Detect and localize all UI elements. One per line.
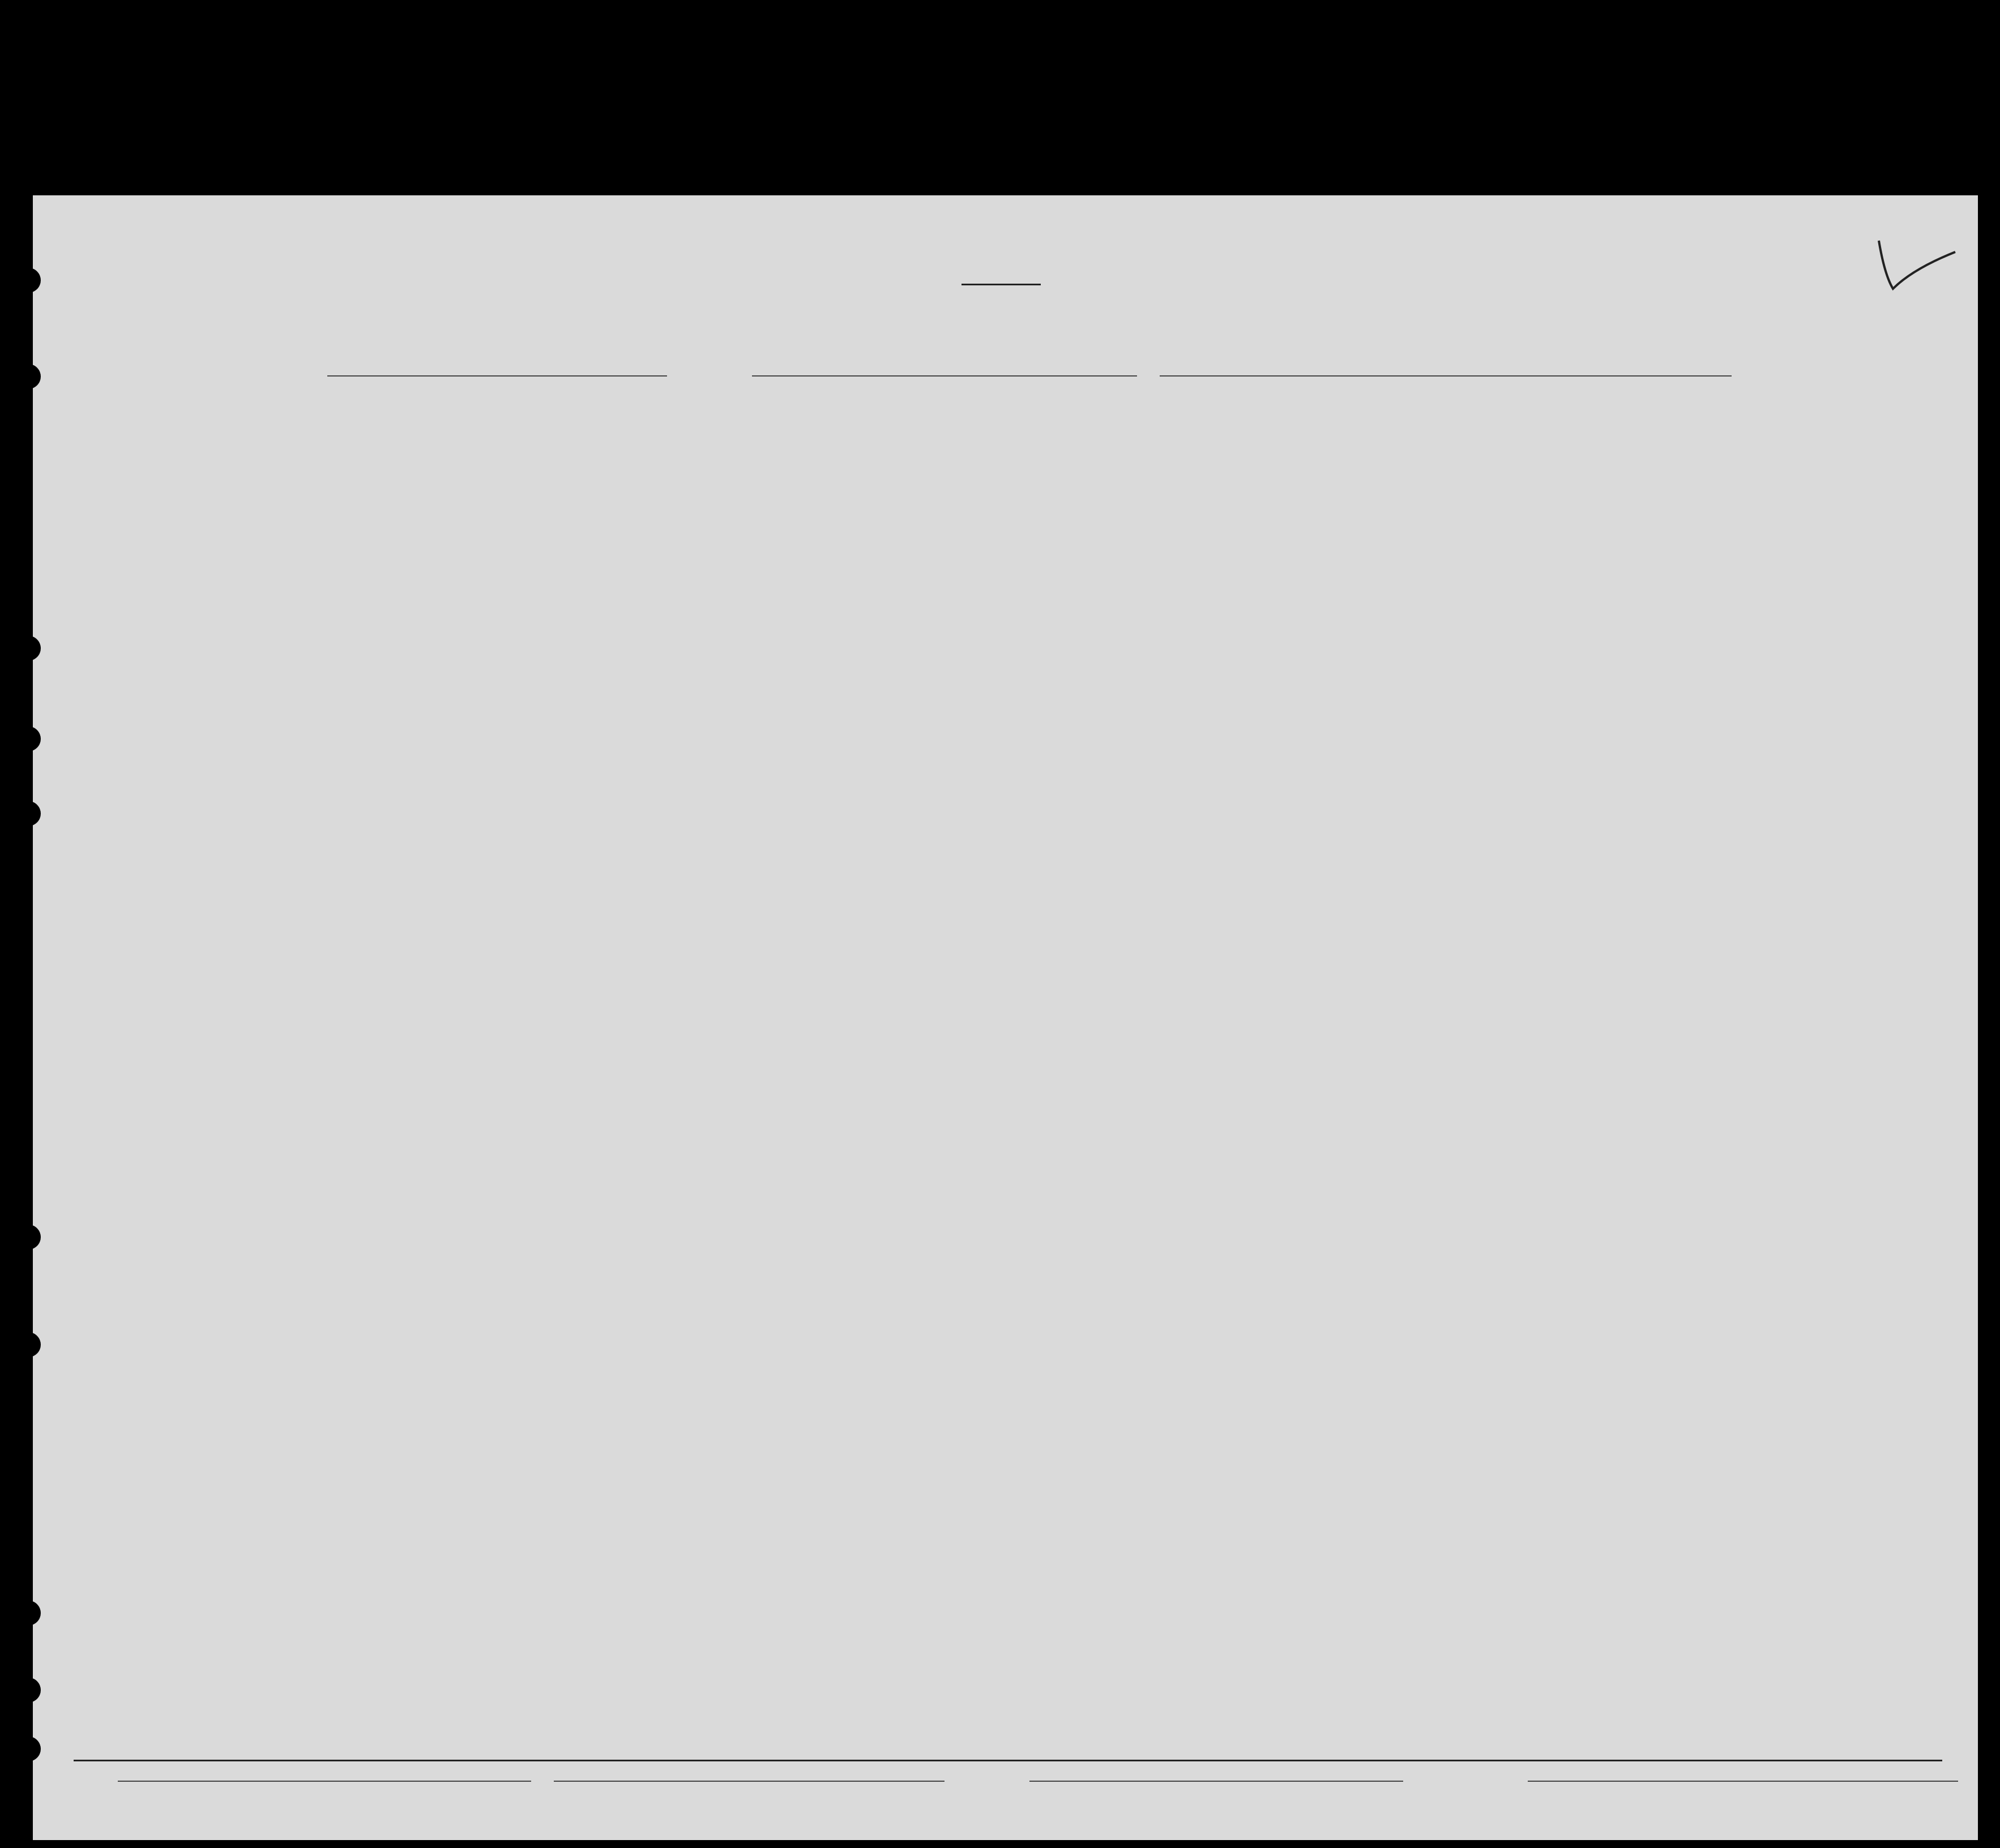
punch-hole (16, 1601, 41, 1625)
vessel-underline (327, 375, 667, 377)
owners-underline (554, 1781, 945, 1782)
punch-hole (16, 1678, 41, 1702)
manifest-sheet (33, 195, 1978, 1840)
officer-underline (1528, 1781, 1958, 1782)
punch-hole (16, 636, 41, 661)
check-mark-icon (1862, 235, 1958, 297)
crew-table (74, 391, 1942, 1757)
punch-hole (16, 268, 41, 293)
punch-hole (16, 1225, 41, 1250)
agents-underline (1029, 1781, 1403, 1782)
title-rule (961, 284, 1041, 285)
punch-hole (16, 726, 41, 751)
punch-hole (16, 364, 41, 389)
punch-hole (16, 801, 41, 826)
footer-rule (74, 1760, 1942, 1761)
punch-hole (16, 1736, 41, 1761)
line-underline (118, 1781, 531, 1782)
arriving-underline (1160, 375, 1732, 377)
punch-hole (16, 1332, 41, 1357)
sailing-underline (752, 375, 1137, 377)
